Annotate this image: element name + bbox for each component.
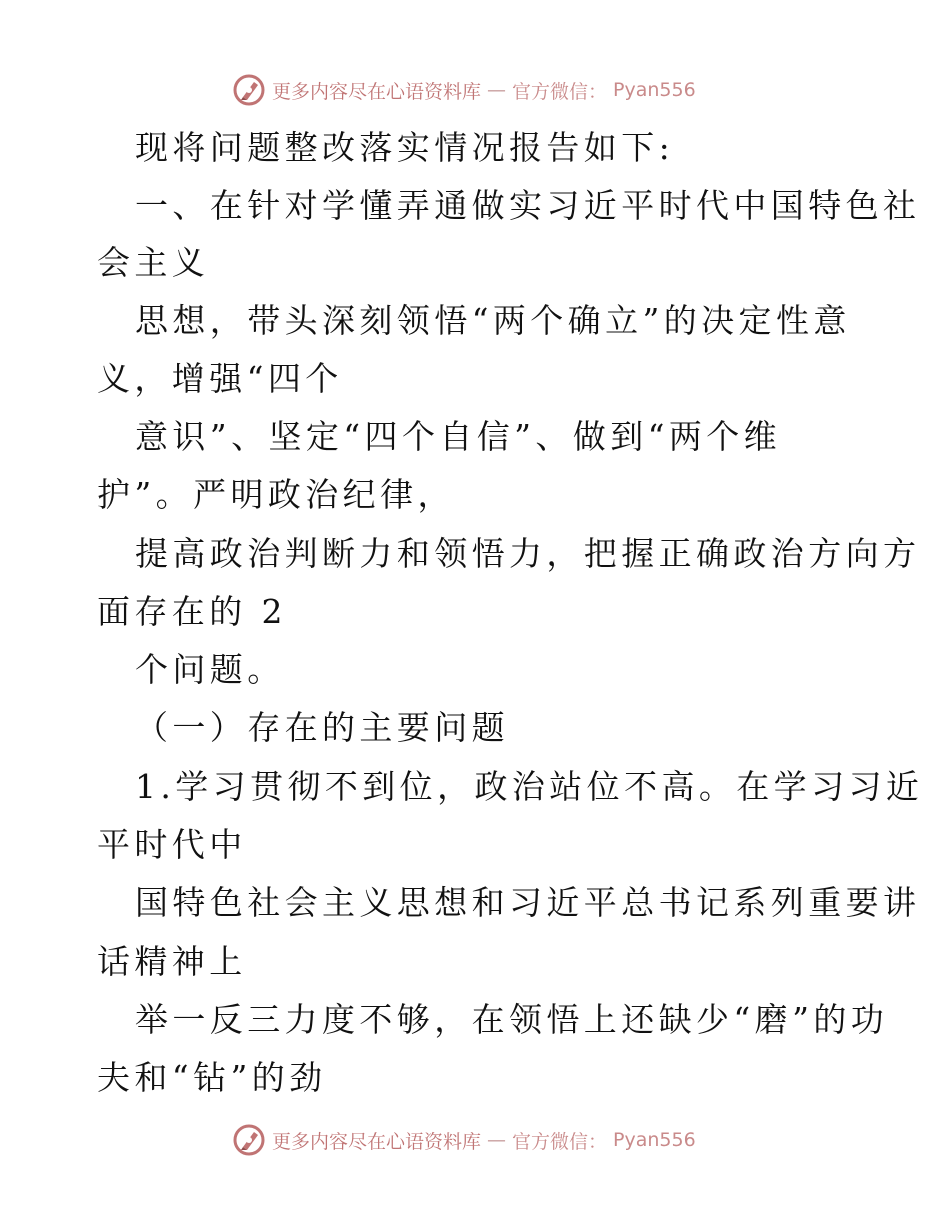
body-line-5: 义，增强“四个 (97, 359, 343, 398)
watermark-wechat-id: Pyan556 (613, 79, 696, 101)
body-line-7: 护”。严明政治纪律， (97, 475, 455, 514)
body-line-11: （一）存在的主要问题 (135, 708, 509, 747)
body-line-17: 夫和“钻”的劲 (97, 1058, 327, 1097)
body-line-6: 意识”、坚定“四个自信”、做到“两个维 (135, 417, 782, 456)
body-line-13: 平时代中 (97, 825, 247, 864)
pen-nib-logo-icon (232, 73, 266, 107)
watermark-wechat-id: Pyan556 (613, 1129, 696, 1151)
watermark-brand: 更多内容尽在心语资料库 (272, 80, 482, 103)
watermark-separator: — (487, 1129, 507, 1151)
body-line-10: 个问题。 (135, 650, 285, 689)
body-line-4: 思想，带头深刻领悟“两个确立”的决定性意 (135, 301, 851, 340)
pen-nib-logo-icon (232, 1123, 266, 1157)
body-line-16: 举一反三力度不够，在领悟上还缺少“磨”的功 (135, 1000, 889, 1039)
watermark-wechat-label: 官方微信： (512, 80, 608, 103)
body-line-2: 一、在针对学懂弄通做实习近平时代中国特色社 (135, 186, 921, 225)
watermark-footer (232, 1120, 696, 1160)
body-line-9: 面存在的 2 (97, 592, 287, 631)
body-line-14: 国特色社会主义思想和习近平总书记系列重要讲 (135, 883, 921, 922)
body-line-1: 现将问题整改落实情况报告如下: (135, 128, 675, 167)
body-line-15: 话精神上 (97, 942, 247, 981)
watermark-separator: — (487, 79, 507, 101)
body-line-12: 1.学习贯彻不到位，政治站位不高。在学习习近 (135, 767, 924, 806)
body-line-8: 提高政治判断力和领悟力，把握正确政治方向方 (135, 534, 921, 573)
body-line-3: 会主义 (97, 243, 210, 282)
watermark-header (232, 70, 696, 110)
watermark-brand: 更多内容尽在心语资料库 (272, 1130, 482, 1153)
watermark-wechat-label: 官方微信： (512, 1130, 608, 1153)
